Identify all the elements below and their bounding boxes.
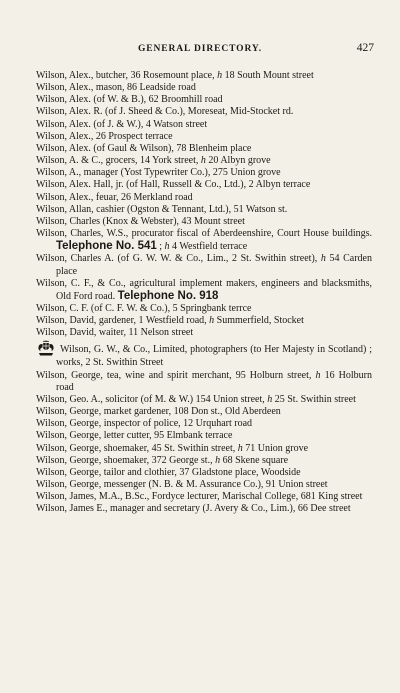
- entry-address: 25 St. Swithin street: [272, 393, 356, 405]
- entry-text: Wilson, George, letter cutter, 95 Elmbank terrace: [36, 430, 233, 442]
- entry-text: Wilson, George, shoemaker, 372 George st.,: [36, 454, 216, 466]
- home-marker: h: [209, 315, 215, 327]
- entry-text: Wilson, Alex. R. (of J. Sheed & Co.), Moreseat, Mid-Stocket rd.: [36, 106, 294, 118]
- directory-entry: [36, 467, 372, 479]
- home-marker: h: [164, 241, 170, 253]
- entry-text: Wilson, Geo. A., solicitor (of M. & W.) 154 Union street,: [36, 393, 268, 405]
- entry-text: Wilson, Alex. (of Gaul & Wilson), 78 Blenheim place: [36, 142, 252, 154]
- directory-entry: [36, 503, 372, 515]
- directory-entry: [36, 70, 372, 82]
- home-marker: h: [215, 454, 221, 466]
- home-marker: h: [315, 369, 321, 381]
- royal-arms-icon: [36, 339, 56, 357]
- directory-entry: [36, 192, 372, 204]
- directory-entry: [36, 253, 372, 277]
- entry-text: Wilson, C. F., & Co., agricultural implement makers, engineers and blacksmiths, Old Ford road.: [36, 277, 372, 302]
- directory-entry: [36, 339, 372, 369]
- directory-entry: [36, 430, 372, 442]
- running-head: [22, 44, 378, 58]
- directory-entry: [36, 155, 372, 167]
- entry-text: Wilson, David, waiter, 11 Nelson street: [36, 327, 194, 339]
- directory-entry: [36, 327, 372, 339]
- entry-address: 71 Union grove: [242, 442, 309, 454]
- directory-entry: [36, 228, 372, 253]
- directory-entry: [36, 82, 372, 94]
- entry-text: Wilson, George, messenger (N. B. & M. Assurance Co.), 91 Union street: [36, 479, 328, 490]
- directory-entry: [36, 131, 372, 143]
- entry-address: 68 Skene square: [220, 454, 289, 466]
- entry-address: 18 South Mount street: [222, 70, 314, 81]
- directory-entry: [36, 204, 372, 216]
- directory-entry: [36, 167, 372, 179]
- entry-text: Wilson, Alex. (of W. & B.), 62 Broomhill road: [36, 94, 223, 106]
- entry-text: Wilson, Alex., butcher, 36 Rosemount place,: [36, 70, 218, 81]
- telephone-number: Telephone No. 918: [117, 289, 219, 302]
- directory-entries: [36, 70, 372, 515]
- directory-entry: [36, 216, 372, 228]
- entry-text: Wilson, Alex. (of J. & W.), 4 Watson street: [36, 118, 208, 130]
- entry-text: Wilson, David, gardener, 1 Westfield road,: [36, 315, 210, 327]
- entry-text: Wilson, George, market gardener, 108 Don st., Old Aberdeen: [36, 406, 281, 418]
- entry-text: Wilson, James, M.A., B.Sc., Fordyce lecturer, Marischal College, 681 King street: [36, 491, 363, 503]
- home-marker: h: [200, 155, 206, 167]
- entry-text: Wilson, C. F. (of C. F. W. & Co.), 5 Springbank terrce: [36, 302, 252, 314]
- directory-entry: [36, 406, 372, 418]
- entry-text: Wilson, Alex., feuar, 26 Merkland road: [36, 191, 193, 203]
- entry-address: 20 Albyn grove: [205, 155, 271, 167]
- directory-entry: [36, 303, 372, 315]
- entry-address: 16 Holburn road: [56, 369, 372, 393]
- entry-text: Wilson, A. & C., grocers, 14 York street,: [36, 155, 201, 167]
- directory-entry: [36, 443, 372, 455]
- entry-text: Wilson, George, tailor and clothier, 37 Gladstone place, Woodside: [36, 466, 301, 478]
- entry-text: Wilson, A., manager (Yost Typewriter Co.), 275 Union grove: [36, 167, 281, 179]
- entry-separator: ;: [156, 241, 165, 253]
- entry-text: Wilson, Alex., mason, 86 Leadside road: [36, 82, 196, 94]
- directory-entry: [36, 143, 372, 155]
- entry-text: Wilson, G. W., & Co., Limited, photographers (to Her Majesty in Scotland) ; works, 2 St. Swithin Street: [56, 344, 372, 369]
- directory-entry: [36, 94, 372, 106]
- entry-text: Wilson, Alex. Hall, jr. (of Hall, Russell & Co., Ltd.), 2 Albyn terrace: [36, 179, 311, 191]
- home-marker: h: [217, 70, 223, 81]
- telephone-number: Telephone No. 541: [56, 240, 157, 253]
- directory-entry: [36, 315, 372, 327]
- directory-entry: [36, 370, 372, 394]
- entry-address: 54 Carden place: [56, 253, 372, 277]
- entry-text: Wilson, Alex., 26 Prospect terrace: [36, 130, 173, 142]
- directory-entry: [36, 278, 372, 303]
- directory-entry: [36, 106, 372, 118]
- entry-address: 4 Westfield terrace: [169, 241, 248, 253]
- directory-entry: [36, 455, 372, 467]
- entry-text: Wilson, George, inspector of police, 12 Urquhart road: [36, 418, 253, 430]
- entry-address: Summerfield, Stocket: [214, 315, 304, 327]
- entry-text: Wilson, Charles A. (of G. W. W. & Co., Lim., 2 St. Swithin street),: [36, 253, 321, 265]
- entry-text: Wilson, George, shoemaker, 45 St. Swithin street,: [36, 442, 238, 454]
- entry-text: Wilson, Charles (Knox & Webster), 43 Mount street: [36, 215, 245, 227]
- home-marker: h: [267, 393, 273, 405]
- directory-entry: [36, 479, 372, 491]
- directory-entry: [36, 179, 372, 191]
- directory-entry: [36, 394, 372, 406]
- home-marker: h: [320, 253, 326, 265]
- directory-entry: [36, 418, 372, 430]
- page-number: 427: [356, 42, 374, 54]
- directory-entry: [36, 491, 372, 503]
- home-marker: h: [237, 442, 243, 454]
- entry-text: Wilson, Charles, W.S., procurator fiscal of Aberdeenshire, Court House buildings.: [36, 228, 372, 240]
- entry-text: Wilson, Allan, cashier (Ogston & Tennant, Ltd.), 51 Watson st.: [36, 203, 288, 215]
- page-title: GENERAL DIRECTORY.: [137, 44, 263, 54]
- entry-text: Wilson, George, tea, wine and spirit merchant, 95 Holburn street,: [36, 369, 316, 381]
- directory-entry: [36, 119, 372, 131]
- entry-text: Wilson, James E., manager and secretary (J. Avery & Co., Lim.), 66 Dee street: [36, 503, 351, 515]
